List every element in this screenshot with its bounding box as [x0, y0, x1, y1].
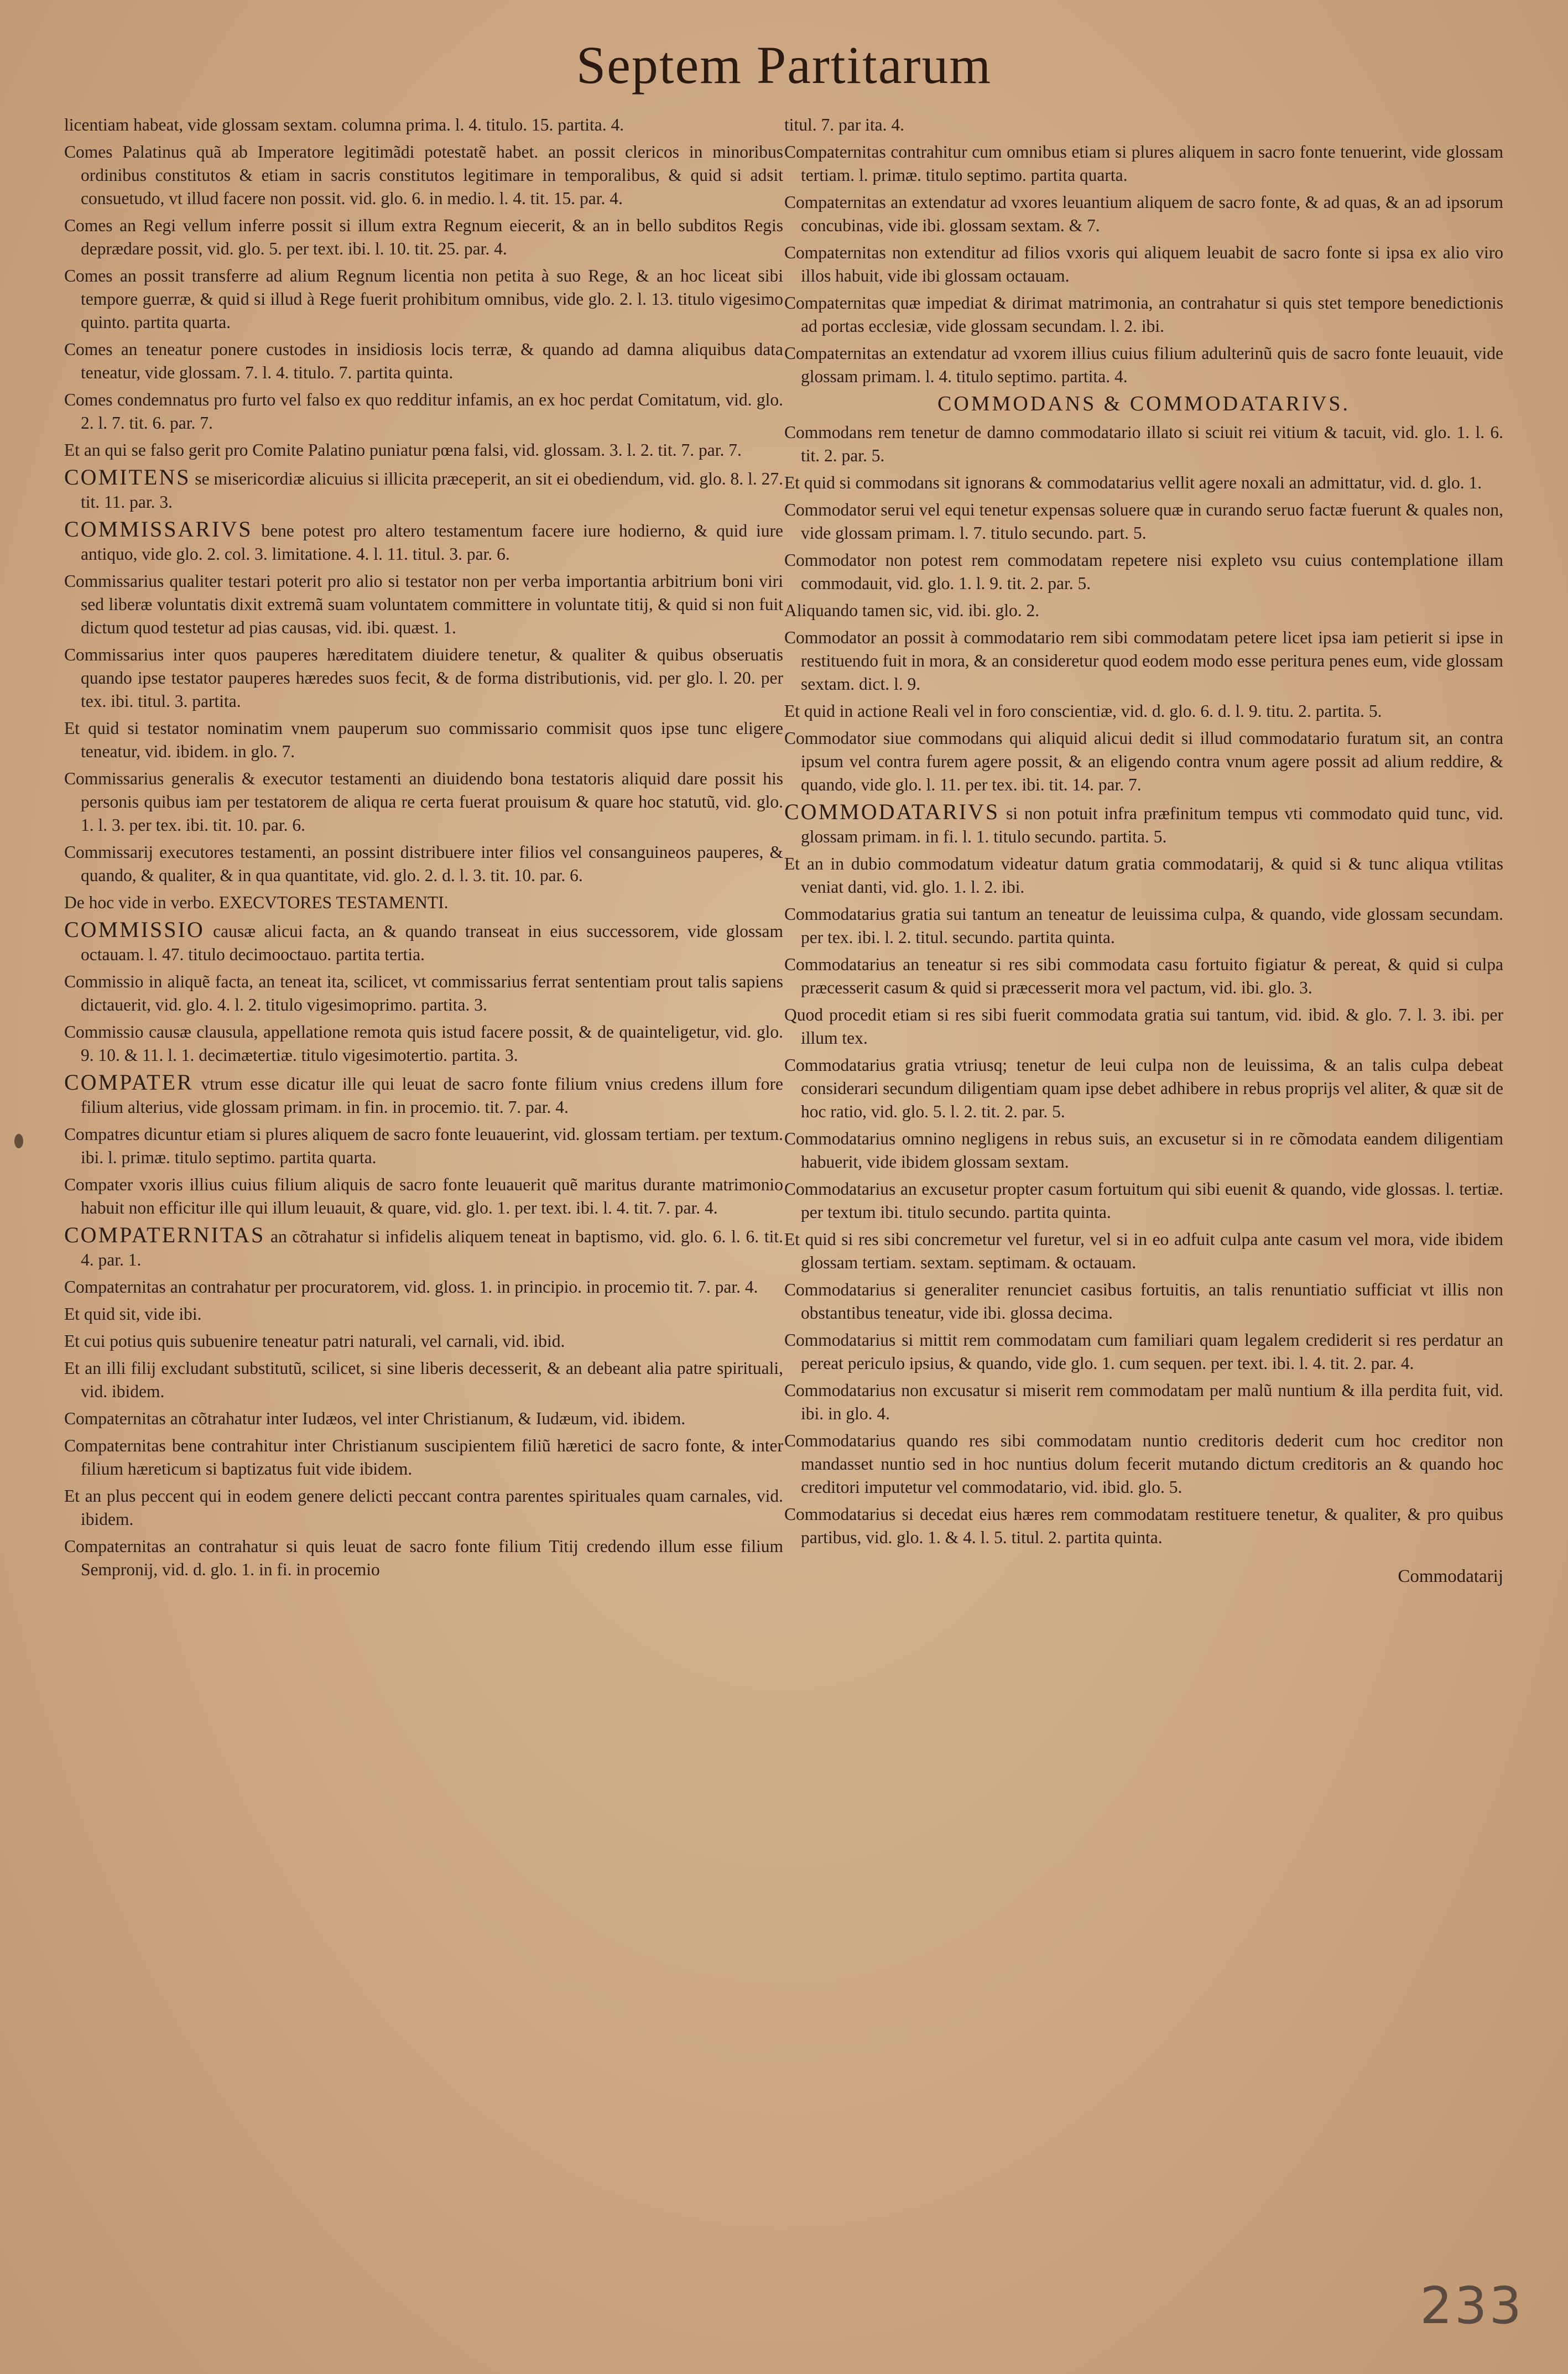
entry-text: Et an plus peccent qui in eodem genere delicti peccant contra parentes spirituales quam carnales, vid. ibidem. [64, 1486, 783, 1529]
index-entry [784, 1429, 1503, 1499]
entry-text: Compaternitas an extendatur ad vxorem illius cuius filium adulterinũ quis de sacro fonte leuauit, vide glossam primam. l. 4. titulo septimo. partita. 4. [784, 343, 1503, 386]
entry-text: Commodator serui vel equi tenetur expensas soluere quæ in curando seruo factæ fuerunt & quales non, vide glossam primam. l. 7. titulo secundo. part. 5. [784, 500, 1503, 543]
entry-text: Et quid si res sibi concremetur vel furetur, vel si in eo adfuit culpa ante casum vel mora, vide ibidem glossam tertiam. sextam. septimam. & octauam. [784, 1230, 1503, 1272]
index-entry [64, 1123, 783, 1169]
index-entry [64, 1071, 783, 1119]
index-entry [64, 466, 783, 514]
index-entry [784, 549, 1503, 595]
index-entry [64, 388, 783, 435]
index-entry [64, 439, 783, 462]
entry-lemma: COMPATER [64, 1070, 194, 1095]
index-entry [64, 338, 783, 384]
left-column [64, 113, 783, 2204]
entry-text: Commodatarius gratia vtriusq; tenetur de leui culpa non de leuissima, & an talis culpa debeat considerari secundum diligentiam quam ipse debet adhibere in rebus proprijs vel aliter, & quæ sit de hoc ratio, vid. glo. 5. l. 2. tit. 2. par. 5. [784, 1055, 1503, 1121]
index-entry [784, 191, 1503, 237]
index-entry [784, 1178, 1503, 1224]
entry-lemma: COMMISSARIVS [64, 517, 253, 542]
index-entry [64, 264, 783, 334]
entry-text: Commissio causæ clausula, appellatione remota quis istud facere possit, & de quainteligetur, vid. glo. 9. 10. & 11. l. 1. decimætertiæ. titulo vigesimotertio. partita. 3. [64, 1022, 783, 1065]
entry-text: Commodator non potest rem commodatam repetere nisi expleto vsu cuius contemplatione illam commodauit, vid. glo. 1. l. 9. tit. 2. par. 5. [784, 550, 1503, 593]
index-entry [64, 1224, 783, 1272]
entry-text: Comes an teneatur ponere custodes in insidiosis locis terræ, & quando ad damna aliquibus data teneatur, vide glossam. 7. l. 4. titulo. 7. partita quinta. [64, 340, 783, 382]
entry-text: Commodatarius si mittit rem commodatam cum familiari quam legalem crediderit si res perdatur an pereat periculo ipsius, & quando, vide glo. 1. cum sequen. per text. ibi. l. 4. tit. 2. par. 4. [784, 1330, 1503, 1373]
index-entry [784, 953, 1503, 999]
entry-text: Compaternitas contrahitur cum omnibus etiam si plures aliquem in sacro fonte tenuerint, vide glossam tertiam. l. primæ. titulo septimo. partita quarta. [784, 142, 1503, 185]
entry-text: Et an in dubio commodatum videatur datum gratia commodatarij, & quid si & tunc aliqua vtilitas veniat danti, vid. glo. 1. l. 2. ibi. [784, 854, 1503, 897]
index-entry [64, 1173, 783, 1220]
index-entry [784, 727, 1503, 796]
right-column-entries [784, 113, 1503, 1549]
index-entry [784, 852, 1503, 899]
entry-text: Commodatarius gratia sui tantum an teneatur de leuissima culpa, & quando, vide glossam secundam. per tex. ibi. l. 2. titul. secundo. partita quinta. [784, 904, 1503, 947]
index-entry [784, 1054, 1503, 1123]
index-entry [64, 570, 783, 639]
entry-text: De hoc vide in verbo. EXECVTORES TESTAMENTI. [64, 893, 449, 912]
entry-text: Commodatarius quando res sibi commodatam nuntio creditoris dederit cum hoc creditor non mandasset nuntio sed in hoc nuntius dolum fecerit mutando dictum creditoris an & quando hoc creditori imputetur vel commodatario, vid. ibid. glo. 5. [784, 1431, 1503, 1497]
entry-text: Commodator an possit à commodatario rem sibi commodatam petere licet ipsa iam petierit si ipse in restituendo fuit in mora, & an consideretur quod eodem modo esse peritura penes eum, vide glossam sextam. dict. l. 9. [784, 628, 1503, 694]
entry-text: Commodatarius an excusetur propter casum fortuitum qui sibi euenit & quando, vide glossas. l. tertiæ. per textum ibi. titulo secundo. partita quinta. [784, 1179, 1503, 1222]
entry-lemma: COMMISSIO [64, 917, 205, 942]
index-entry [64, 1357, 783, 1403]
index-entry [64, 767, 783, 837]
index-entry [784, 1379, 1503, 1425]
entry-text: Compater vxoris illius cuius filium aliquis de sacro fonte leuauerit quẽ maritus durante matrimonio habuit non efficitur ille qui illum leuauit, & quare, vid. glo. 1. per text. ibi. l. 4. tit. 7. par. 4. [64, 1175, 783, 1217]
entry-text: Et an qui se falso gerit pro Comite Palatino puniatur pœna falsi, vid. glossam. 3. l. 2. tit. 7. par. 7. [64, 440, 742, 460]
index-entry [784, 1329, 1503, 1375]
entry-text: Commissarius qualiter testari poterit pro alio si testator non per verba importantia arbitrium boni viri sed liberæ voluntatis dixit extremã suam voluntatem committere in voluntate titij, & quid si non fuit dictum quod testetur ad pias causas, vid. ibi. quæst. 1. [64, 571, 783, 637]
index-entry [64, 518, 783, 566]
index-entry [784, 626, 1503, 696]
entry-text: Compaternitas quæ impediat & dirimat matrimonia, an contrahatur si quis stet tempore benedictionis ad portas ecclesiæ, vide glossam secundam. l. 2. ibi. [784, 293, 1503, 336]
index-entry [784, 113, 1503, 137]
index-entry [64, 970, 783, 1017]
entry-text: Et cui potius quis subuenire teneatur patri naturali, vel carnali, vid. ibid. [64, 1331, 565, 1351]
entry-text: Commodatarius si decedat eius hæres rem commodatam restituere tenetur, & qualiter, & pro quibus partibus, vid. glo. 1. & 4. l. 5. titul. 2. partita quinta. [784, 1504, 1503, 1547]
entry-text: Commissio in aliquẽ facta, an teneat ita, scilicet, vt commissarius ferrat sententiam prout talis sapiens dictauerit, vid. glo. 4. l. 2. titulo vigesimoprimo. partita. 3. [64, 972, 783, 1014]
index-entry [64, 1275, 783, 1299]
entry-text: Et quid si testator nominatim vnem pauperum suo commissario commisit quos ipse tunc eligere teneatur, vid. ibidem. in glo. 7. [64, 719, 783, 761]
entry-text: Compaternitas an extendatur ad vxores leuantium aliquem de sacro fonte, & ad quas, & an ad ipsorum concubinas, vide ibi. glossam sextam. & 7. [784, 192, 1503, 235]
entry-lemma: COMPATERNITAS [64, 1222, 265, 1247]
entry-text: Quod procedit etiam si res sibi fuerit commodata gratia sui tantum, vid. ibid. & glo. 7. l. 3. ibi. per illum tex. [784, 1005, 1503, 1048]
index-entry [784, 421, 1503, 467]
index-entry [784, 599, 1503, 622]
index-entry [64, 1303, 783, 1326]
entry-text: Commodatarius omnino negligens in rebus suis, an excusetur si in re cõmodata eandem diligentiam habuerit, vide ibidem glossam sextam. [784, 1129, 1503, 1172]
entry-text: Compaternitas bene contrahitur inter Christianum suscipientem filiũ hæretici de sacro fonte, & inter filium hæreticum si baptizatus fuit vide ibidem. [64, 1436, 783, 1478]
entry-text: Compaternitas non extenditur ad filios vxoris qui aliquem leuabit de sacro fonte si ipsa ex alio viro illos habuit, vide ibi glossam octauam. [784, 243, 1503, 285]
index-entry [64, 1535, 783, 1581]
entry-text: Comes an Regi vellum inferre possit si illum extra Regnum eiecerit, & an in bello subditos Regis deprædare possit, vid. glo. 5. per text. ibi. l. 10. tit. 25. par. 4. [64, 216, 783, 258]
entry-text: Commodator siue commodans qui aliquid alicui dedit si illud commodatario furatum sit, an contra ipsum vel contra furem agere possit, & an eligendo contra vnum agere possit ad alium reddire, & quando, vide glo. l. 11. per tex. ibi. tit. 14. par. 7. [784, 728, 1503, 794]
ink-stain [14, 1134, 23, 1148]
entry-text: Commissarius generalis & executor testamenti an diuidendo bona testatoris aliquid dare possit his personis quibus iam per testatorem de aliqua re certa fuerat prouisum & quare hoc statutũ, vid. glo. 1. l. 3. per tex. ibi. tit. 10. par. 6. [64, 769, 783, 835]
index-entry [784, 1003, 1503, 1050]
entry-text: si non potuit infra præfinitum tempus vti commodato quid tunc, vid. glossam primam. in fi. l. 1. titulo secundo. partita. 5. [801, 804, 1503, 846]
index-entry [784, 1278, 1503, 1325]
entry-text: titul. 7. par ita. 4. [784, 115, 904, 134]
index-entry [64, 891, 783, 914]
entry-lemma: COMMODATARIVS [784, 799, 1000, 824]
index-entry [784, 1127, 1503, 1174]
index-entry [784, 1228, 1503, 1274]
index-entry [784, 800, 1503, 848]
index-entry [784, 342, 1503, 388]
entry-text: Compaternitas an contrahatur si quis leuat de sacro fonte filium Titij credendo illum esse filium Sempronij, vid. d. glo. 1. in fi. in procemio [64, 1537, 783, 1579]
entry-text: Compaternitas an cõtrahatur inter Iudæos, vel inter Christianum, & Iudæum, vid. ibidem. [64, 1409, 686, 1428]
entry-text: Et an illi filij excludant substitutũ, scilicet, si sine liberis decesserit, & an debeant alia patre spirituali, vid. ibidem. [64, 1358, 783, 1401]
entry-text: Comes Palatinus quã ab Imperatore legitimãdi potestatẽ habet. an possit clericos in minoribus ordinibus constitutos & etiam in sacris constitutos legitimare in temporalibus, & quid si adsit consuetudo, vt illud facere non possit. vid. glo. 6. in medio. l. 4. tit. 15. par. 4. [64, 142, 783, 208]
entry-text: Et quid sit, vide ibi. [64, 1304, 202, 1324]
catchword: Commodatarij [1398, 1566, 1503, 1586]
index-entry [64, 1407, 783, 1430]
index-entry [64, 841, 783, 887]
entry-text: Compaternitas an contrahatur per procuratorem, vid. gloss. 1. in principio. in procemio tit. 7. par. 4. [64, 1277, 758, 1297]
entry-text: Commodatarius si generaliter renunciet casibus fortuitis, an talis renuntiatio sufficiat vt illis non obstantibus teneatur, vide ibi. glossa decima. [784, 1280, 1503, 1323]
index-entry [64, 1330, 783, 1353]
index-entry [64, 918, 783, 966]
index-entry [64, 717, 783, 763]
entry-text: Compatres dicuntur etiam si plures aliquem de sacro fonte leuauerint, vid. glossam tertiam. per textum. ibi. l. primæ. titulo septimo. partita quarta. [64, 1124, 783, 1167]
entry-text: se misericordiæ alicuius si illicita præceperit, an sit ei obediendum, vid. glo. 8. l. 27. tit. 11. par. 3. [81, 469, 783, 512]
entry-lemma: COMITENS [64, 465, 191, 490]
index-entry [64, 214, 783, 261]
index-entry [64, 113, 783, 137]
index-entry [784, 1503, 1503, 1549]
entry-text: Comes an possit transferre ad alium Regnum licentia non petita à suo Rege, & an hoc liceat sibi tempore guerræ, & quid si illud à Rege fuerit prohibitum omnibus, vide glo. 2. l. 13. titulo vigesimo quinto. partita quarta. [64, 266, 783, 332]
entry-text: causæ alicui facta, an & quando transeat in eius successorem, vide glossam octauam. l. 47. titulo decimooctauo. partita tertia. [81, 922, 783, 964]
entry-text: licentiam habeat, vide glossam sextam. columna prima. l. 4. titulo. 15. partita. 4. [64, 115, 624, 134]
index-entry [784, 140, 1503, 187]
right-column [784, 113, 1503, 2204]
entry-text: bene potest pro altero testamentum facere iure hodierno, & quid iure antiquo, vide glo. 2. col. 3. limitatione. 4. l. 11. titul. 3. par. 6. [81, 521, 783, 564]
index-entry [784, 498, 1503, 545]
entry-text: vtrum esse dicatur ille qui leuat de sacro fonte filium vnius credens illum fore filium alterius, vide glossam primam. in fin. in procemio. tit. 7. par. 4. [81, 1074, 783, 1117]
index-entry [64, 1021, 783, 1067]
entry-text: Commodatarius non excusatur si miserit rem commodatam per malũ nuntium & illa perdita fuit, vid. ibi. in glo. 4. [784, 1381, 1503, 1423]
entry-text: Commissarius inter quos pauperes hæreditatem diuidere tenetur, & qualiter & quibus obseruatis quando ipse testator pauperes hæredes suos fecit, & de forma distributionis, vid. per glo. l. 20. per tex. ibi. titul. 3. partita. [64, 645, 783, 711]
index-entry [784, 241, 1503, 288]
index-entry [64, 1434, 783, 1481]
entry-text: Aliquando tamen sic, vid. ibi. glo. 2. [784, 601, 1040, 620]
entry-text: Commodans rem tenetur de damno commodatario illato si sciuit rei vitium & tacuit, vid. glo. 1. l. 6. tit. 2. par. 5. [784, 423, 1503, 465]
entry-text: Et quid si commodans sit ignorans & commodatarius vellit agere noxali an admittatur, vid. d. glo. 1. [784, 473, 1482, 492]
index-entry [784, 700, 1503, 723]
index-entry [784, 903, 1503, 949]
entry-text: Commodatarius an teneatur si res sibi commodata casu fortuito figiatur & pereat, & quid si culpa præcesserit casum & quid si præcesserit mora vel pactum, vid. ibi. glo. 3. [784, 955, 1503, 997]
entry-text: Et quid in actione Reali vel in foro conscientiæ, vid. d. glo. 6. d. l. 9. titu. 2. partita. 5. [784, 701, 1382, 721]
entry-text: Comes condemnatus pro furto vel falso ex quo redditur infamis, an ex hoc perdat Comitatum, vid. glo. 2. l. 7. tit. 6. par. 7. [64, 390, 783, 433]
section-heading: COMMODANS & COMMODATARIVS. [937, 392, 1350, 415]
folio-number: 233 [1420, 2276, 1524, 2335]
entry-text: an cõtrahatur si infidelis aliquem teneat in baptismo, vid. glo. 6. l. 6. tit. 4. par. 1. [81, 1227, 783, 1269]
running-head: Septem Partitarum [576, 35, 992, 95]
index-entry [64, 1485, 783, 1531]
index-entry [64, 643, 783, 713]
index-entry [784, 471, 1503, 494]
entry-text: Commissarij executores testamenti, an possint distribuere inter filios vel consanguineos pauperes, & quando, & qualiter, & in qua quantitate, vid. glo. 2. d. l. 3. tit. 10. par. 6. [64, 842, 783, 885]
index-entry [784, 291, 1503, 338]
index-entry [64, 140, 783, 210]
